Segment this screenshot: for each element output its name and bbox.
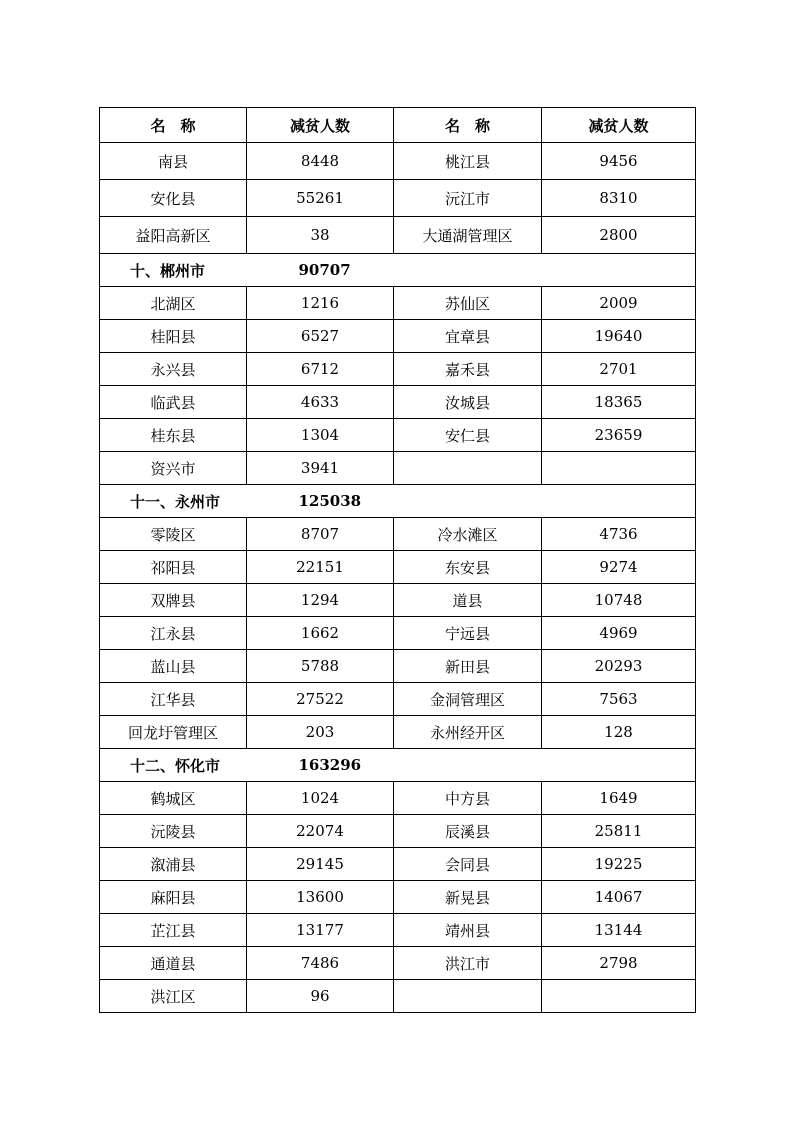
table-row [100,551,696,584]
reduction-count-cell: 7563 [542,683,696,716]
district-name-cell: 会同县 [394,848,542,881]
section-name: 十一、永州市 [100,485,247,518]
district-name-cell: 双牌县 [100,584,247,617]
table-row [100,386,696,419]
district-name-cell: 汝城县 [394,386,542,419]
reduction-count-cell: 13144 [542,914,696,947]
reduction-count-cell: 23659 [542,419,696,452]
reduction-count-cell: 1216 [247,287,394,320]
district-name-cell: 北湖区 [100,287,247,320]
header-name-2: 名 称 [394,108,542,143]
district-name-cell: 沅江市 [394,180,542,217]
reduction-count-cell: 1024 [247,782,394,815]
reduction-count-cell: 3941 [247,452,394,485]
reduction-count-cell: 6527 [247,320,394,353]
district-name-cell: 新晃县 [394,881,542,914]
district-name-cell: 金洞管理区 [394,683,542,716]
reduction-count-cell: 18365 [542,386,696,419]
reduction-count-cell: 13600 [247,881,394,914]
reduction-count-cell: 1662 [247,617,394,650]
section-name: 十、郴州市 [100,254,247,287]
reduction-count-cell: 5788 [247,650,394,683]
table-row [100,881,696,914]
district-name-cell: 芷江县 [100,914,247,947]
reduction-count-cell [542,980,696,1013]
reduction-count-cell: 2800 [542,217,696,254]
district-name-cell: 沅陵县 [100,815,247,848]
table-row [100,980,696,1013]
reduction-count-cell: 203 [247,716,394,749]
reduction-count-cell: 8707 [247,518,394,551]
district-name-cell: 祁阳县 [100,551,247,584]
district-name-cell: 冷水滩区 [394,518,542,551]
table-row [100,287,696,320]
table-row [100,782,696,815]
reduction-count-cell: 55261 [247,180,394,217]
district-name-cell: 桂东县 [100,419,247,452]
district-name-cell: 宁远县 [394,617,542,650]
section-total: 90707 [247,254,696,287]
reduction-count-cell: 27522 [247,683,394,716]
district-name-cell: 鹤城区 [100,782,247,815]
reduction-count-cell: 8310 [542,180,696,217]
table-row [100,180,696,217]
table-row [100,947,696,980]
reduction-count-cell [542,452,696,485]
reduction-count-cell: 4969 [542,617,696,650]
reduction-count-cell: 22074 [247,815,394,848]
reduction-count-cell: 9274 [542,551,696,584]
reduction-count-cell: 4736 [542,518,696,551]
reduction-count-cell: 6712 [247,353,394,386]
district-name-cell: 靖州县 [394,914,542,947]
reduction-count-cell: 2798 [542,947,696,980]
district-name-cell: 永州经开区 [394,716,542,749]
table-row [100,452,696,485]
table-row [100,217,696,254]
table-row [100,584,696,617]
district-name-cell: 嘉禾县 [394,353,542,386]
district-name-cell: 新田县 [394,650,542,683]
reduction-count-cell: 14067 [542,881,696,914]
district-name-cell: 永兴县 [100,353,247,386]
table-row [100,143,696,180]
district-name-cell: 东安县 [394,551,542,584]
poverty-reduction-table [99,107,696,1013]
header-name-1: 名 称 [100,108,247,143]
reduction-count-cell: 128 [542,716,696,749]
section-total: 163296 [247,749,696,782]
table-row [100,617,696,650]
section-total: 125038 [247,485,696,518]
district-name-cell: 桂阳县 [100,320,247,353]
header-count-2: 减贫人数 [542,108,696,143]
table-row [100,353,696,386]
table-row [100,716,696,749]
district-name-cell: 洪江区 [100,980,247,1013]
section-name: 十二、怀化市 [100,749,247,782]
district-name-cell: 益阳高新区 [100,217,247,254]
table-row [100,320,696,353]
district-name-cell: 资兴市 [100,452,247,485]
district-name-cell: 安化县 [100,180,247,217]
reduction-count-cell: 29145 [247,848,394,881]
reduction-count-cell: 13177 [247,914,394,947]
reduction-count-cell: 1304 [247,419,394,452]
reduction-count-cell: 22151 [247,551,394,584]
district-name-cell: 桃江县 [394,143,542,180]
table-row [100,815,696,848]
district-name-cell: 道县 [394,584,542,617]
district-name-cell: 溆浦县 [100,848,247,881]
reduction-count-cell: 1649 [542,782,696,815]
table-row [100,518,696,551]
table-row [100,848,696,881]
reduction-count-cell: 9456 [542,143,696,180]
reduction-count-cell: 2701 [542,353,696,386]
district-name-cell: 安仁县 [394,419,542,452]
reduction-count-cell: 10748 [542,584,696,617]
district-name-cell: 中方县 [394,782,542,815]
table-body [100,143,696,1013]
reduction-count-cell: 2009 [542,287,696,320]
section-header-row [100,749,696,782]
district-name-cell: 蓝山县 [100,650,247,683]
reduction-count-cell: 8448 [247,143,394,180]
reduction-count-cell: 96 [247,980,394,1013]
reduction-count-cell: 19225 [542,848,696,881]
district-name-cell: 苏仙区 [394,287,542,320]
district-name-cell: 洪江市 [394,947,542,980]
district-name-cell: 通道县 [100,947,247,980]
reduction-count-cell: 19640 [542,320,696,353]
district-name-cell: 辰溪县 [394,815,542,848]
table-row [100,683,696,716]
reduction-count-cell: 20293 [542,650,696,683]
section-header-row [100,254,696,287]
district-name-cell: 江永县 [100,617,247,650]
table-header-row [100,108,696,143]
district-name-cell: 江华县 [100,683,247,716]
reduction-count-cell: 25811 [542,815,696,848]
reduction-count-cell: 38 [247,217,394,254]
table-row [100,914,696,947]
table-row [100,419,696,452]
header-count-1: 减贫人数 [247,108,394,143]
district-name-cell: 大通湖管理区 [394,217,542,254]
reduction-count-cell: 7486 [247,947,394,980]
district-name-cell: 回龙圩管理区 [100,716,247,749]
district-name-cell: 零陵区 [100,518,247,551]
district-name-cell [394,980,542,1013]
district-name-cell: 麻阳县 [100,881,247,914]
district-name-cell: 宜章县 [394,320,542,353]
district-name-cell: 南县 [100,143,247,180]
reduction-count-cell: 4633 [247,386,394,419]
reduction-count-cell: 1294 [247,584,394,617]
district-name-cell [394,452,542,485]
table-row [100,650,696,683]
section-header-row [100,485,696,518]
district-name-cell: 临武县 [100,386,247,419]
